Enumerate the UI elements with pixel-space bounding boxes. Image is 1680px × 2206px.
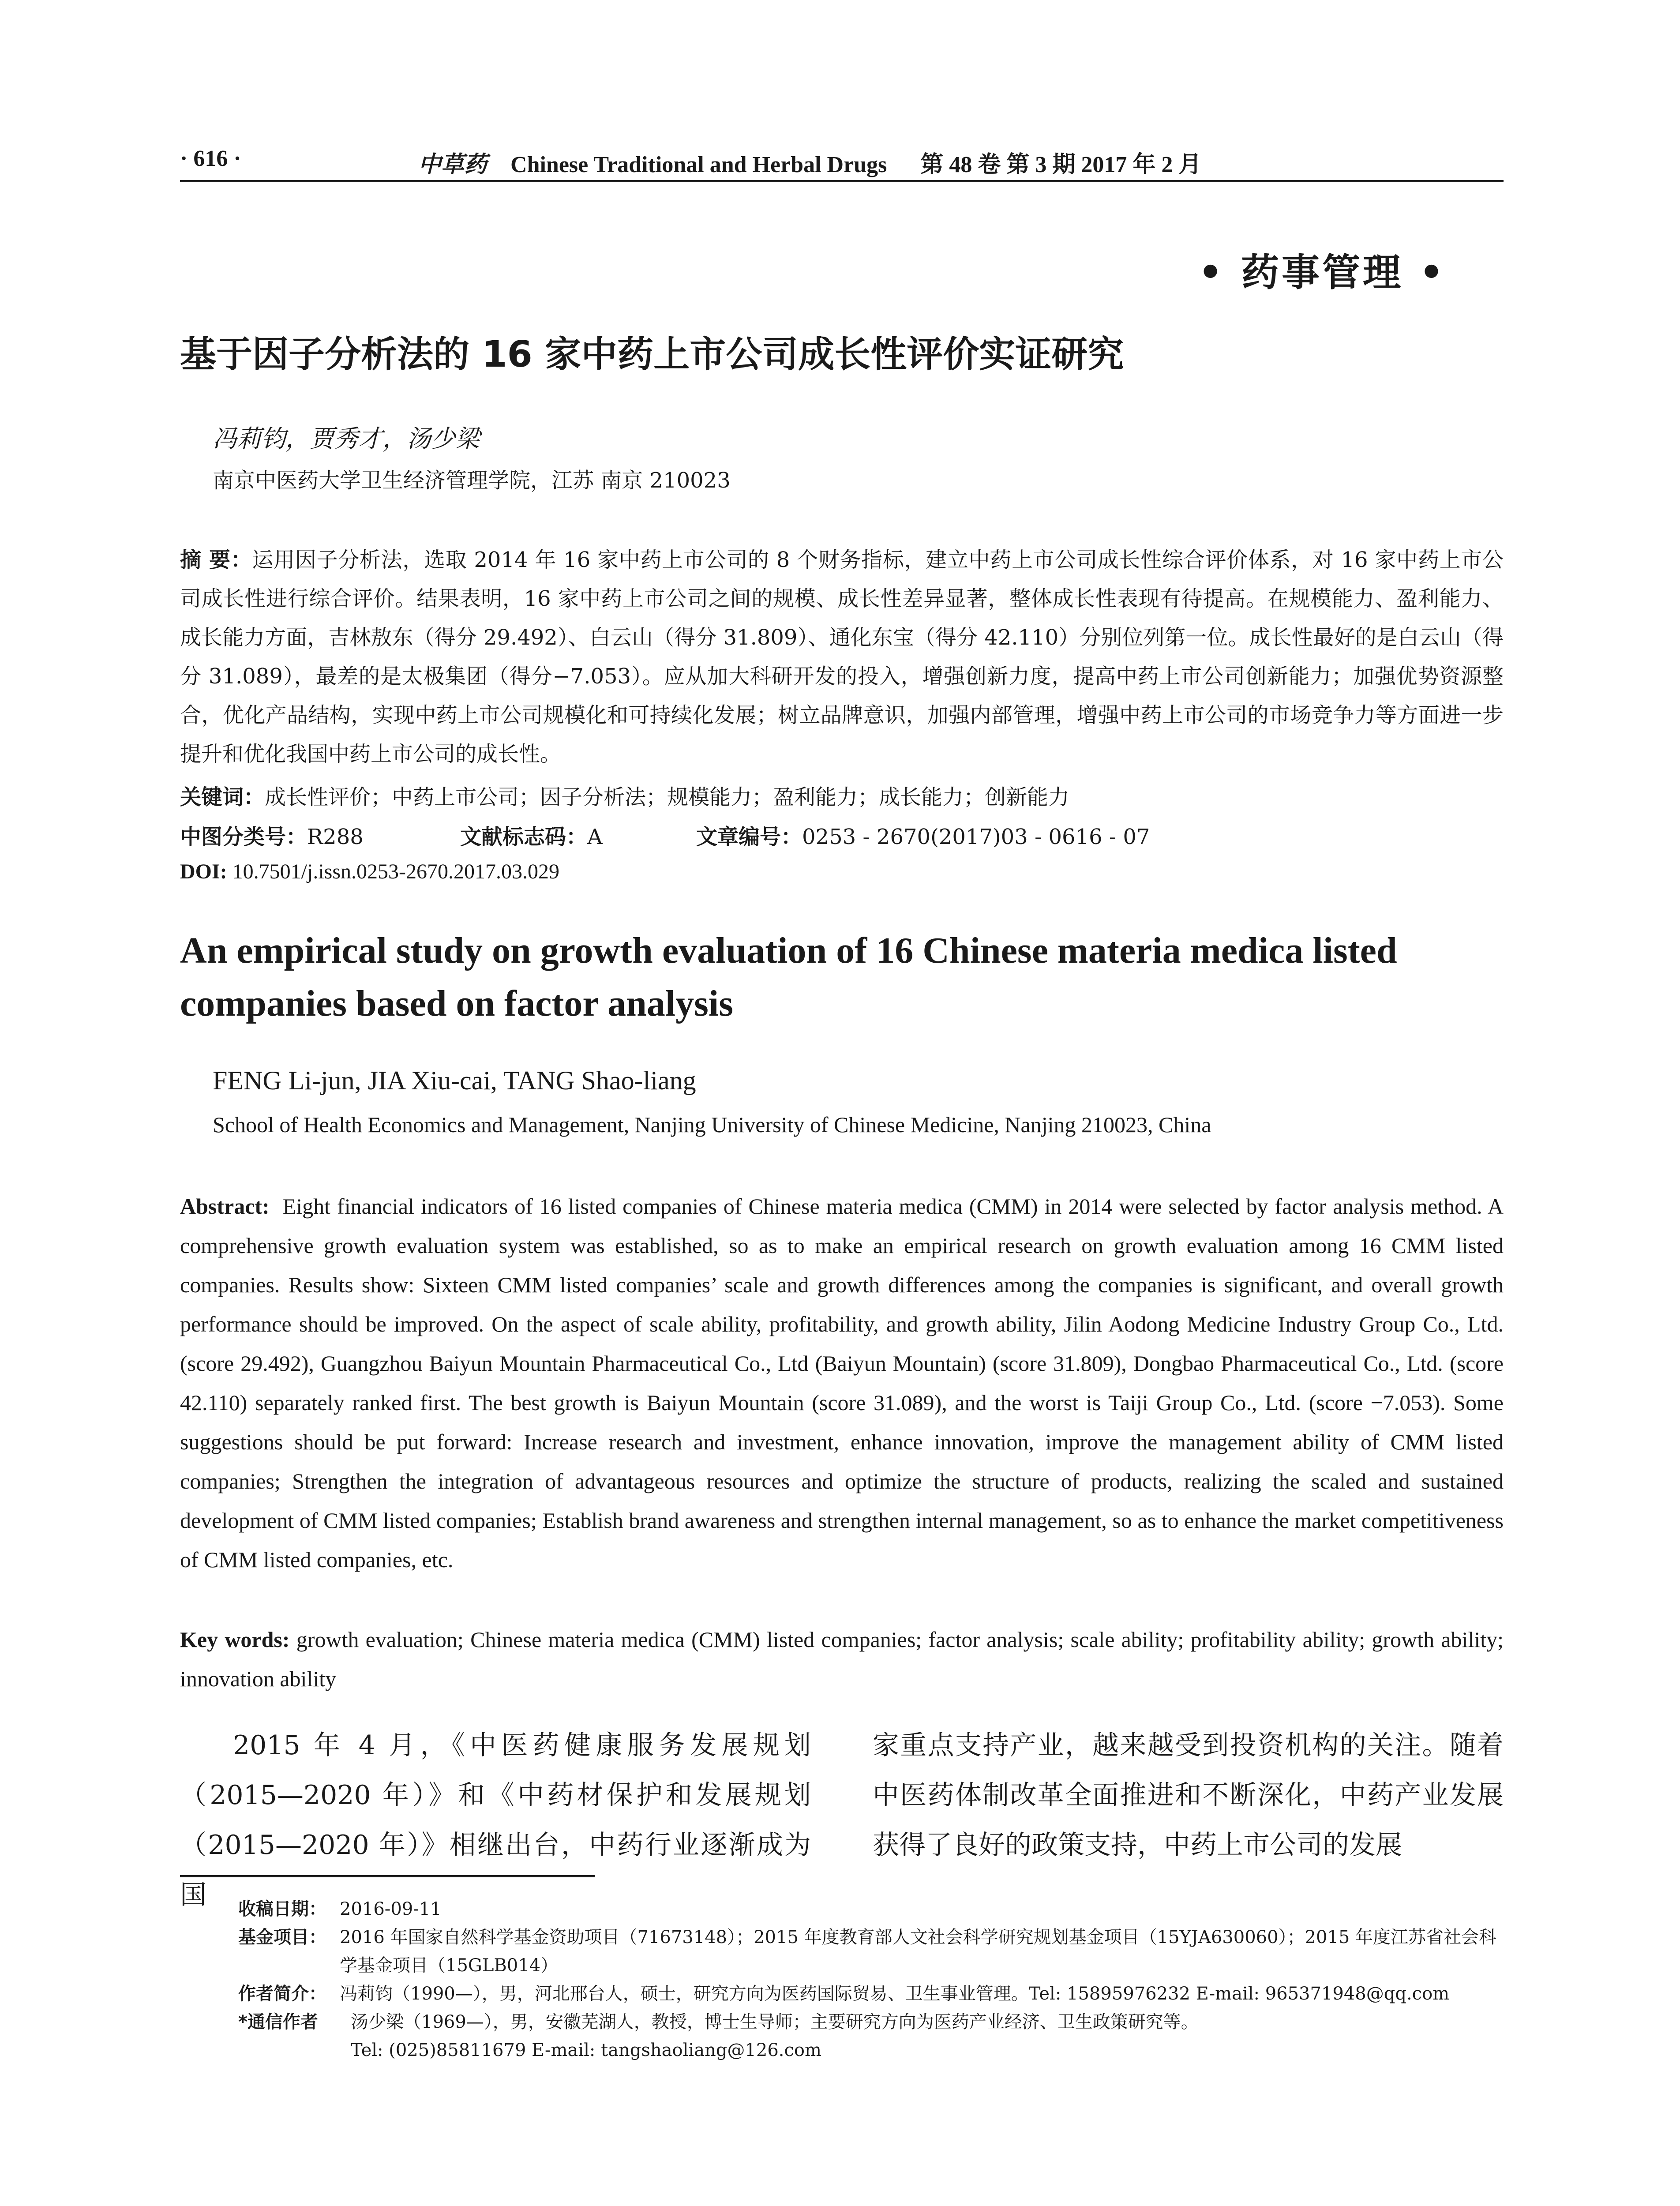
keywords-chinese [180,780,1504,810]
abstract-english-text: Eight financial indicators of 16 listed companies of Chinese materia medica (CMM) in 2014 were selected by factor analysis method. A comprehensive growth evaluation system was established, so as to make an empirical research on growth evaluation among 16 CMM listed companies. Results show: Sixteen CMM listed companies’ scale and growth differences among the companies is significant, and overall growth performance should be improved. On the aspect of scale ability, profitability, and growth ability, Jilin Aodong Medicine Industry Group Co., Ltd. (score 29.492), Guangzhou Baiyun Mountain Pharmaceutical Co., Ltd (Baiyun Mountain) (score 31.809), Dongbao Pharmaceutical Co., Ltd. (score 42.110) separately ranked first. The best growth is Baiyun Mountain (score 31.089), and the worst is Taiji Group Co., Ltd. (score −7.053). Some suggestions should be put forward: Increase research and investment, enhance innovation, improve the management ability of CMM listed companies; Strengthen the integration of advantageous resources and optimize the structure of products, realizing the scaled and sustained development of CMM listed companies; Establish brand awareness and strengthen internal management, so as to enhance the market competitiveness of CMM listed companies, etc. [180,1194,1504,1572]
page-number: · 616 · [180,146,241,171]
received-date: 2016-09-11 [340,1899,442,1919]
corresponding-contact: Tel: (025)85811679 E-mail: tangshaoliang@126.com [351,2040,821,2060]
clc-value: R288 [307,825,364,849]
affiliation-english: School of Health Economics and Management, Nanjing University of Chinese Medicine, Nanjing 210023, China [213,1112,1211,1137]
footnote-corresponding [238,2008,1504,2064]
keywords-english-text: growth evaluation; Chinese materia medica (CMM) listed companies; factor analysis; scale ability; profitability ability; growth ability; innovation ability [180,1627,1504,1691]
abstract-chinese-text: 运用因子分析法，选取 2014 年 16 家中药上市公司的 8 个财务指标，建立中药上市公司成长性综合评价体系，对 16 家中药上市公司成长性进行综合评价。结果表明，16 家中药上市公司之间的规模、成长性差异显著，整体成长性表现有待提高。在规模能力、盈利能力、成长能力方面，吉林敖东（得分 29.492）、白云山（得分 31.809）、通化东宝（得分 42.110）分别位列第一位。成长性最好的是白云山（得分 31.089），最差的是太极集团（得分−7.053）。应从加大科研开发的投入，增强创新力度，提高中药上市公司创新能力；加强优势资源整合，优化产品结构，实现中药上市公司规模化和可持续化发展；树立品牌意识，加强内部管理，增强中药上市公司的市场竞争力等方面进一步提升和优化我国中药上市公司的成长性。 [180,548,1504,766]
footnote-author [238,1980,1504,2008]
footnote-fund [238,1923,1504,1980]
received-label: 收稿日期： [238,1899,326,1919]
journal-logo: 中草药 [418,151,488,178]
issue-info: 第 48 卷 第 3 期 2017 年 2 月 [920,152,1202,177]
fund-text: 2016 年国家自然科学基金资助项目（71673148）；2015 年度教育部人文社会科学研究规划基金项目（15YJA630060）；2015 年度江苏省社会科学基金项目（15GLB014） [340,1927,1497,1976]
title-english: An empirical study on growth evaluation of 16 Chinese materia medica listed companies based on factor analysis [180,930,1397,1024]
document-code [460,820,603,850]
document-code-value: A [587,825,603,849]
journal-line [418,146,1201,179]
classification-row [180,820,1504,851]
abstract-chinese-label: 摘 要： [180,548,252,572]
doi-value[interactable]: 10.7501/j.issn.0253-2670.2017.03.029 [232,860,560,883]
abstract-english-label: Abstract: [180,1194,270,1219]
article-number-label: 文章编号： [696,825,802,849]
footnote-received [238,1895,1504,1923]
affiliation-chinese: 南京中医药大学卫生经济管理学院，江苏 南京 210023 [213,468,731,493]
section-tag: • 药事管理 • [1198,251,1446,295]
corresponding-text: 汤少梁（1969—），男，安徽芜湖人，教授，博士生导师；主要研究方向为医药产业经济、卫生政策研究等。 [351,2012,1199,2032]
abstract-english [180,1187,1504,1579]
keywords-english [180,1620,1504,1699]
author-label: 作者简介： [238,1984,326,2004]
authors-english: FENG Li-jun, JIA Xiu-cai, TANG Shao-liang [213,1066,696,1095]
keywords-english-label: Key words: [180,1627,290,1652]
author-text: 冯莉钧（1990—），男，河北邢台人，硕士，研究方向为医药国际贸易、卫生事业管理。Tel: 15895976232 E-mail: 965371948@qq.com [340,1984,1450,2004]
abstract-chinese [180,540,1504,773]
keywords-chinese-label: 关键词： [180,785,265,810]
doi-label: DOI: [180,860,227,883]
footnote-rule [180,1875,595,1877]
corresponding-label: *通信作者 [238,2012,318,2032]
doi [180,859,559,884]
clc-code [180,820,364,850]
authors-chinese: 冯莉钧，贾秀才，汤少梁 [213,424,480,453]
footnotes [238,1895,1504,2064]
title-chinese: 基于因子分析法的 16 家中药上市公司成长性评价实证研究 [180,334,1124,375]
fund-label: 基金项目： [238,1927,326,1947]
clc-label: 中图分类号： [180,825,308,849]
keywords-chinese-text: 成长性评价；中药上市公司；因子分析法；规模能力；盈利能力；成长能力；创新能力 [265,785,1070,810]
running-header [180,140,1504,182]
body-column-right: 家重点支持产业，越来越受到投资机构的关注。随着中医药体制改革全面推进和不断深化，中药产业发展获得了良好的政策支持，中药上市公司的发展 [873,1730,1504,1861]
article-number [696,820,1150,850]
body-column-left: 2015 年 4 月，《中医药健康服务发展规划（2015—2020 年）》和《中药材保护和发展规划（2015—2020 年）》相继出台，中药行业逐渐成为国 [180,1730,811,1910]
article-number-value: 0253 - 2670(2017)03 - 0616 - 07 [802,825,1150,849]
document-code-label: 文献标志码： [460,825,588,849]
journal-name: Chinese Traditional and Herbal Drugs [510,152,887,177]
